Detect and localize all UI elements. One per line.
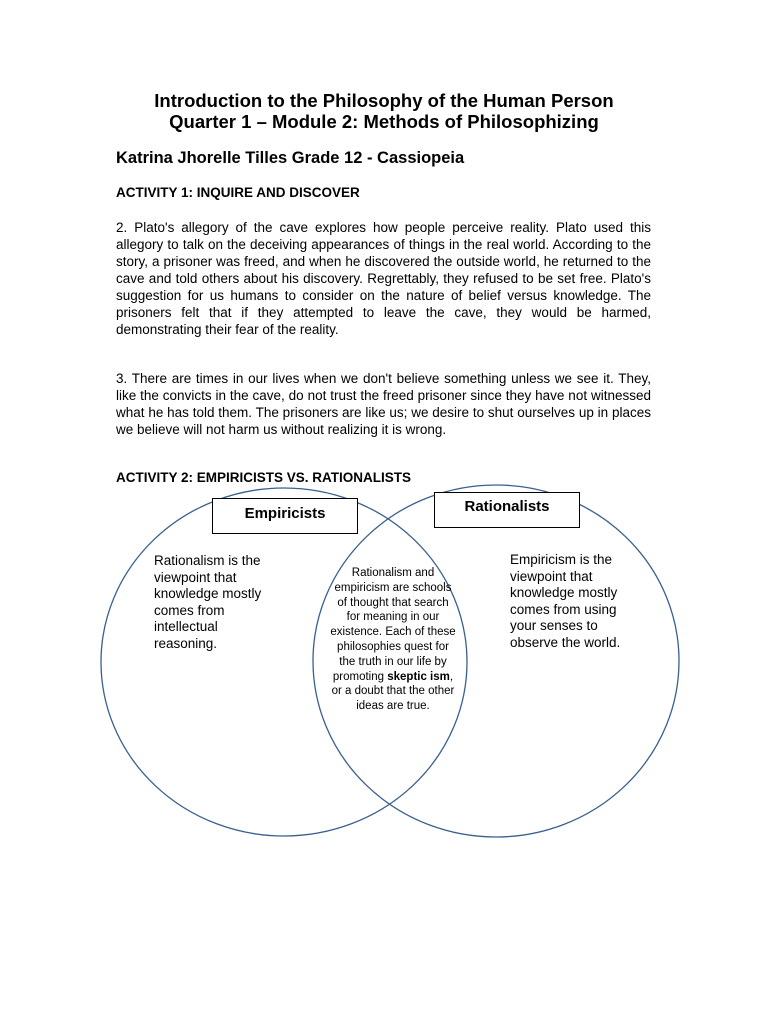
student-name-line: Katrina Jhorelle Tilles Grade 12 - Cassiopeia — [116, 149, 465, 167]
activity-1-answer-3: 3. There are times in our lives when we don't believe something unless we see it. They, like the convicts in the cave, do not trust the freed prisoner since they have not witnessed what he has told them. The prisoners are like us; we desire to shut ourselves up in places we believe will not harm us without realizing it is wrong. — [116, 371, 651, 437]
document-title-line-1: Introduction to the Philosophy of the Human Person — [154, 90, 614, 111]
document-title-line-2: Quarter 1 – Module 2: Methods of Philosophizing — [169, 111, 599, 132]
venn-right-text: Empiricism is the viewpoint that knowledge mostly comes from using your senses to observe the world. — [510, 552, 621, 650]
rationalists-label-box: Rationalists — [434, 492, 580, 528]
activity-1-answer-2: 2. Plato's allegory of the cave explores how people perceive reality. Plato used this allegory to talk on the deceiving appearances of things in the real world. According to the story, a prisoner was freed, and when he discovered the outside world, he returned to the cave and told others about his discovery. Regrettably, they refused to be set free. Plato's suggestion for us humans to consider on the nature of belief versus knowledge. The prisoners felt that if they attempted to leave the cave, they would be harmed, demonstrating their fear of the reality. — [116, 220, 651, 337]
empiricists-label-box: Empiricists — [212, 498, 358, 534]
venn-center-text-end: , or a doubt that the other ideas are true. — [331, 670, 455, 713]
venn-center-text-start: Rationalism and empiricism are schools of thought that search for meaning in our existence. Each of these philosophies quest for the truth in our life by promoting — [330, 567, 456, 683]
venn-center-bold-term: skeptic ism — [387, 670, 450, 683]
venn-left-text: Rationalism is the viewpoint that knowledge mostly comes from intellectual reasoning. — [154, 553, 262, 651]
venn-center-text — [330, 566, 456, 714]
activity-1-heading: ACTIVITY 1: INQUIRE AND DISCOVER — [116, 185, 360, 200]
activity-2-heading: ACTIVITY 2: EMPIRICISTS VS. RATIONALISTS — [116, 470, 412, 485]
